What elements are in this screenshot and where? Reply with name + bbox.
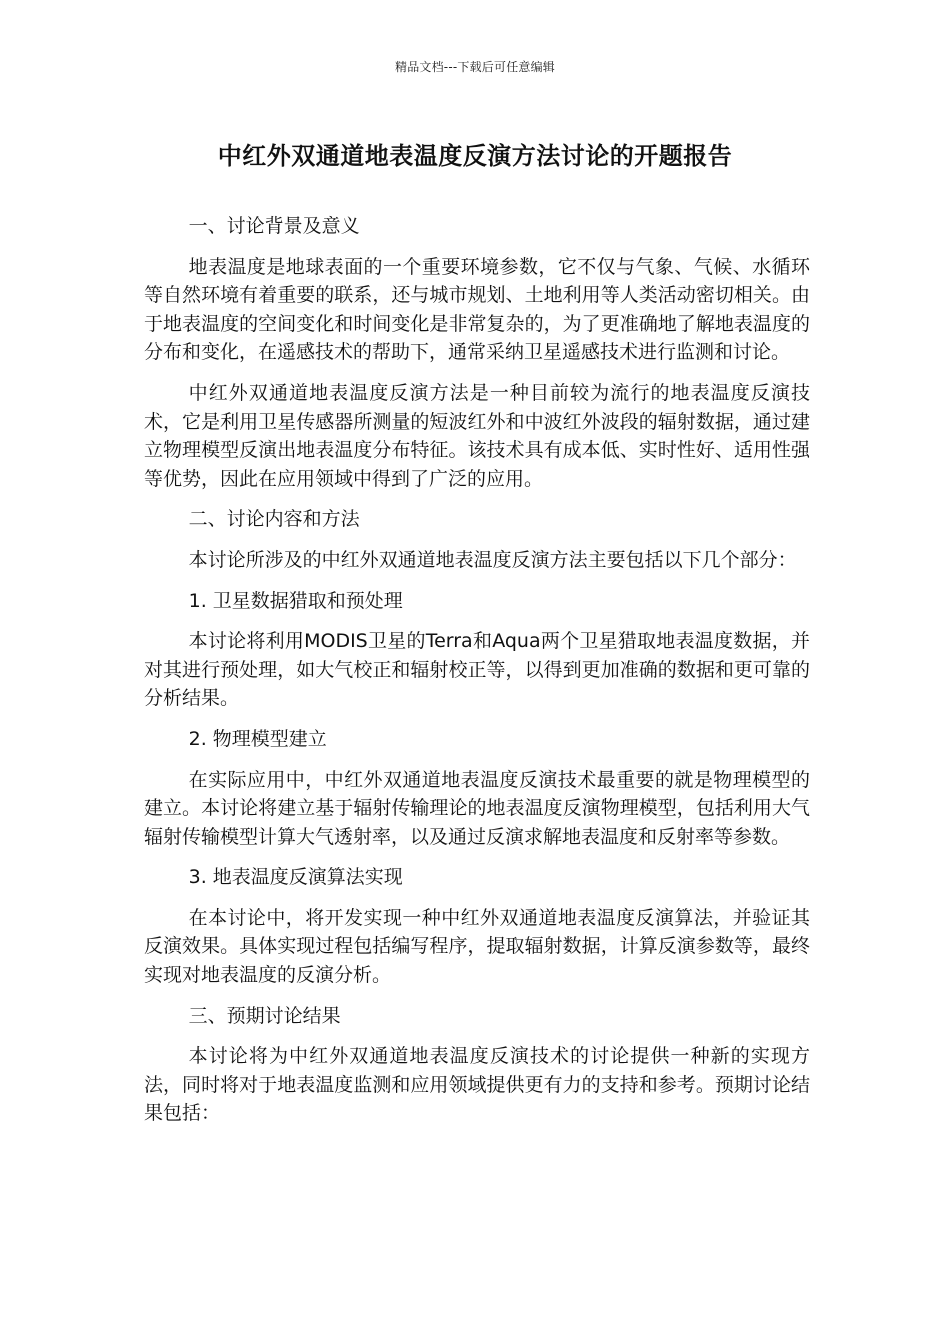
subsection-heading-data-acquisition: 1. 卫星数据猎取和预处理 <box>188 589 403 612</box>
header-note: 精品文档---下载后可任意编辑 <box>395 60 555 74</box>
subsection-heading-algorithm: 3. 地表温度反演算法实现 <box>188 866 403 889</box>
paragraph: 本讨论将为中红外双通道地表温度反演技术的讨论提供一种新的实现方法，同时将对于地表温度监测和应用领域提供更有力的支持和参考。预期讨论结果包括： <box>144 1045 810 1125</box>
paragraph: 地表温度是地球表面的一个重要环境参数，它不仅与气象、气候、水循环等自然环境有着重要的联系，还与城市规划、土地利用等人类活动密切相关。由于地表温度的空间变化和时间变化是非常复杂的，为了更准确地了解地表温度的分布和变化，在遥感技术的帮助下，通常采纳卫星遥感技术进行监测和讨论。 <box>144 255 810 364</box>
section-heading-expected-results: 三、预期讨论结果 <box>188 1004 341 1027</box>
paragraph: 中红外双通道地表温度反演方法是一种目前较为流行的地表温度反演技术，它是利用卫星传感器所测量的短波红外和中波红外波段的辐射数据，通过建立物理模型反演出地表温度分布特征。该技术具有成本低、实时性好、适用性强等优势，因此在应用领域中得到了广泛的应用。 <box>144 381 810 490</box>
paragraph: 本讨论将利用MODIS卫星的Terra和Aqua两个卫星猎取地表温度数据，并对其进行预处理，如大气校正和辐射校正等，以得到更加准确的数据和更可靠的分析结果。 <box>144 630 810 710</box>
paragraph: 在实际应用中，中红外双通道地表温度反演技术最重要的就是物理模型的建立。本讨论将建立基于辐射传输理论的地表温度反演物理模型，包括利用大气辐射传输模型计算大气透射率，以及通过反演求解地表温度和反射率等参数。 <box>144 768 810 848</box>
paragraph: 在本讨论中，将开发实现一种中红外双通道地表温度反演算法，并验证其反演效果。具体实现过程包括编写程序，提取辐射数据，计算反演参数等，最终实现对地表温度的反演分析。 <box>144 906 810 987</box>
paragraph: 本讨论所涉及的中红外双通道地表温度反演方法主要包括以下几个部分： <box>188 548 797 571</box>
section-heading-background: 一、讨论背景及意义 <box>188 215 360 237</box>
subsection-heading-physical-model: 2. 物理模型建立 <box>188 727 327 750</box>
document-title: 中红外双通道地表温度反演方法讨论的开题报告 <box>217 142 733 170</box>
section-heading-content-methods: 二、讨论内容和方法 <box>188 508 360 531</box>
document-body <box>144 212 810 1140</box>
